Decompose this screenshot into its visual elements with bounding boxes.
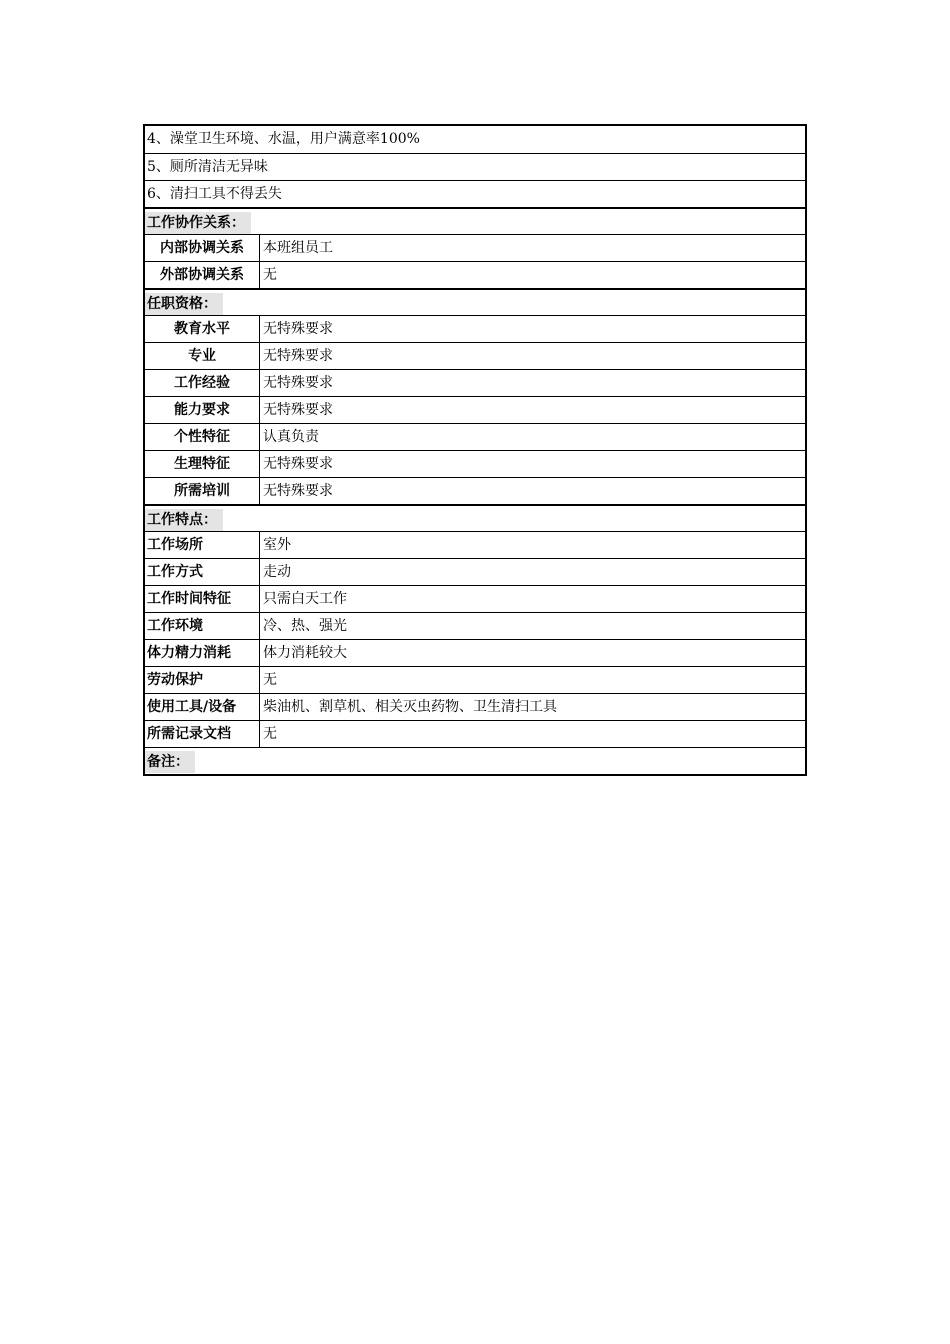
feature-value: 室外 [263,537,291,553]
remarks-heading: 备注： [145,748,805,774]
qualification-row [145,423,805,450]
feature-row [145,531,805,558]
qualification-label: 所需培训 [145,478,260,504]
qualification-value: 无特殊要求 [263,402,333,418]
qualification-row [145,396,805,423]
feature-row [145,558,805,585]
feature-label: 工作场所 [145,532,260,558]
feature-value: 无 [263,672,277,688]
feature-label: 所需记录文档 [145,721,260,747]
feature-row [145,666,805,693]
duty-text: 4、澡堂卫生环境、水温，用户满意率100% [147,131,420,147]
external-coordination-value: 无 [263,267,277,283]
feature-row [145,693,805,720]
feature-label: 工作环境 [145,613,260,639]
internal-coordination-value: 本班组员工 [263,240,333,256]
external-coordination-row [145,261,805,288]
remarks-row [145,747,805,774]
qualification-label: 教育水平 [145,316,260,342]
feature-value: 柴油机、割草机、相关灭虫药物、卫生清扫工具 [263,699,557,715]
feature-row [145,720,805,747]
feature-label: 使用工具/设备 [145,694,260,720]
features-heading-row [145,504,805,531]
feature-label: 劳动保护 [145,667,260,693]
feature-value: 冷、热、强光 [263,618,347,634]
duty-row [145,153,805,180]
qualification-value: 无特殊要求 [263,483,333,499]
qualification-row [145,342,805,369]
cooperation-heading-row [145,207,805,234]
duty-row [145,126,805,153]
duty-row [145,180,805,207]
feature-value: 只需白天工作 [263,591,347,607]
qualification-row [145,450,805,477]
feature-value: 无 [263,726,277,742]
internal-coordination-label: 内部协调关系 [145,235,260,261]
qualification-label: 专业 [145,343,260,369]
feature-label: 体力精力消耗 [145,640,260,666]
qualification-heading-row [145,288,805,315]
qualification-value: 认真负责 [263,429,319,445]
features-heading: 工作特点： [145,506,805,531]
qualification-value: 无特殊要求 [263,375,333,391]
qualification-label: 生理特征 [145,451,260,477]
feature-row [145,585,805,612]
qualification-value: 无特殊要求 [263,348,333,364]
qualification-value: 无特殊要求 [263,321,333,337]
job-description-table [143,124,807,776]
qualification-label: 能力要求 [145,397,260,423]
cooperation-heading: 工作协作关系： [145,209,805,234]
qualification-row [145,315,805,342]
external-coordination-label: 外部协调关系 [145,262,260,288]
qualification-label: 个性特征 [145,424,260,450]
feature-value: 走动 [263,564,291,580]
duty-text: 6、清扫工具不得丢失 [147,186,282,202]
qualification-heading: 任职资格： [145,290,805,315]
feature-label: 工作时间特征 [145,586,260,612]
qualification-row [145,369,805,396]
feature-value: 体力消耗较大 [263,645,347,661]
internal-coordination-row [145,234,805,261]
qualification-label: 工作经验 [145,370,260,396]
qualification-value: 无特殊要求 [263,456,333,472]
feature-row [145,612,805,639]
feature-label: 工作方式 [145,559,260,585]
duty-text: 5、厕所清洁无异味 [147,159,268,175]
qualification-row [145,477,805,504]
feature-row [145,639,805,666]
